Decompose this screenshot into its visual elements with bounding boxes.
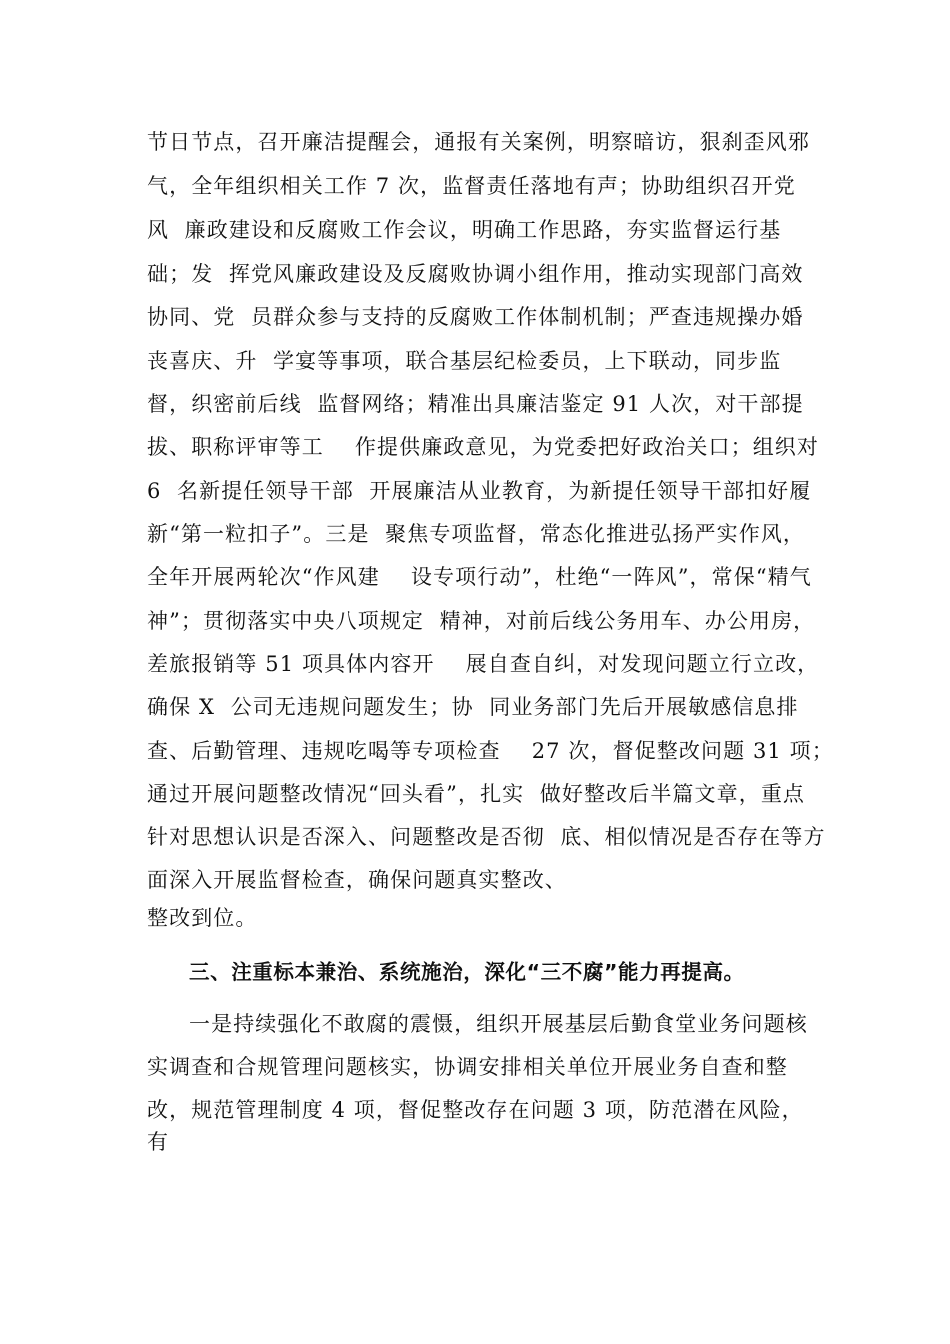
- text-line: 确保 X 公司无违规问题发生；协 同业务部门先后开展敏感信息排: [147, 695, 799, 719]
- text-line: 通过开展问题整改情况“回头看”，扎实 做好整改后半篇文章，重点: [147, 782, 806, 806]
- text-line: 础；发 挥党风廉政建设及反腐败协调小组作用，推动实现部门高效: [147, 262, 804, 286]
- text-line: 丧喜庆、升 学宴等事项，联合基层纪检委员，上下联动，同步监: [147, 349, 782, 373]
- text-line: 协同、党 员群众参与支持的反腐败工作体制机制；严查违规操办婚: [147, 305, 804, 329]
- text-line: 实调查和合规管理问题核实，协调安排相关单位开展业务自查和整: [147, 1055, 788, 1079]
- text-line: 整改到位。: [147, 906, 258, 930]
- text-line: 改，规范管理制度 4 项，督促整改存在问题 3 项，防范潜在风险，: [147, 1098, 804, 1122]
- text-line: 一是持续强化不敢腐的震慑，组织开展基层后勤食堂业务问题核: [189, 1012, 808, 1036]
- text-line: 有: [147, 1130, 170, 1154]
- text-line: 拔、职称评审等工 作提供廉政意见，为党委把好政治关口；组织对: [147, 435, 819, 459]
- text-line: 新“第一粒扣子”。三是 聚焦专项监督，常态化推进弘扬严实作风，: [147, 522, 806, 546]
- text-line: 全年开展两轮次“作风建 设专项行动”，杜绝“一阵风”，常保“精气: [147, 565, 812, 589]
- text-line: 6 名新提任领导干部 开展廉洁从业教育，为新提任领导干部扣好履: [147, 479, 812, 503]
- text-line: 神”；贯彻落实中央八项规定 精神，对前后线公务用车、办公用房，: [147, 609, 816, 633]
- text-line: 差旅报销等 51 项具体内容开 展自查自纠，对发现问题立行立改，: [147, 652, 820, 676]
- text-line: 气，全年组织相关工作 7 次，监督责任落地有声；协助组织召开党: [147, 174, 796, 198]
- text-line: 查、后勤管理、违规吃喝等专项检查 27 次，督促整改问题 31 项；: [147, 739, 834, 763]
- text-line: 督，织密前后线 监督网络；精准出具廉洁鉴定 91 人次，对干部提: [147, 392, 804, 416]
- text-line: 风 廉政建设和反腐败工作会议，明确工作思路，夯实监督运行基: [147, 218, 782, 242]
- text-line: 面深入开展监督检查，确保问题真实整改、: [147, 868, 567, 892]
- section-heading: 三、注重标本兼治、系统施治，深化“三不腐”能力再提高。: [189, 960, 745, 984]
- text-line: 针对思想认识是否深入、问题整改是否彻 底、相似情况是否存在等方: [147, 825, 826, 849]
- text-line: 节日节点，召开廉洁提醒会，通报有关案例，明察暗访，狠刹歪风邪: [147, 130, 810, 154]
